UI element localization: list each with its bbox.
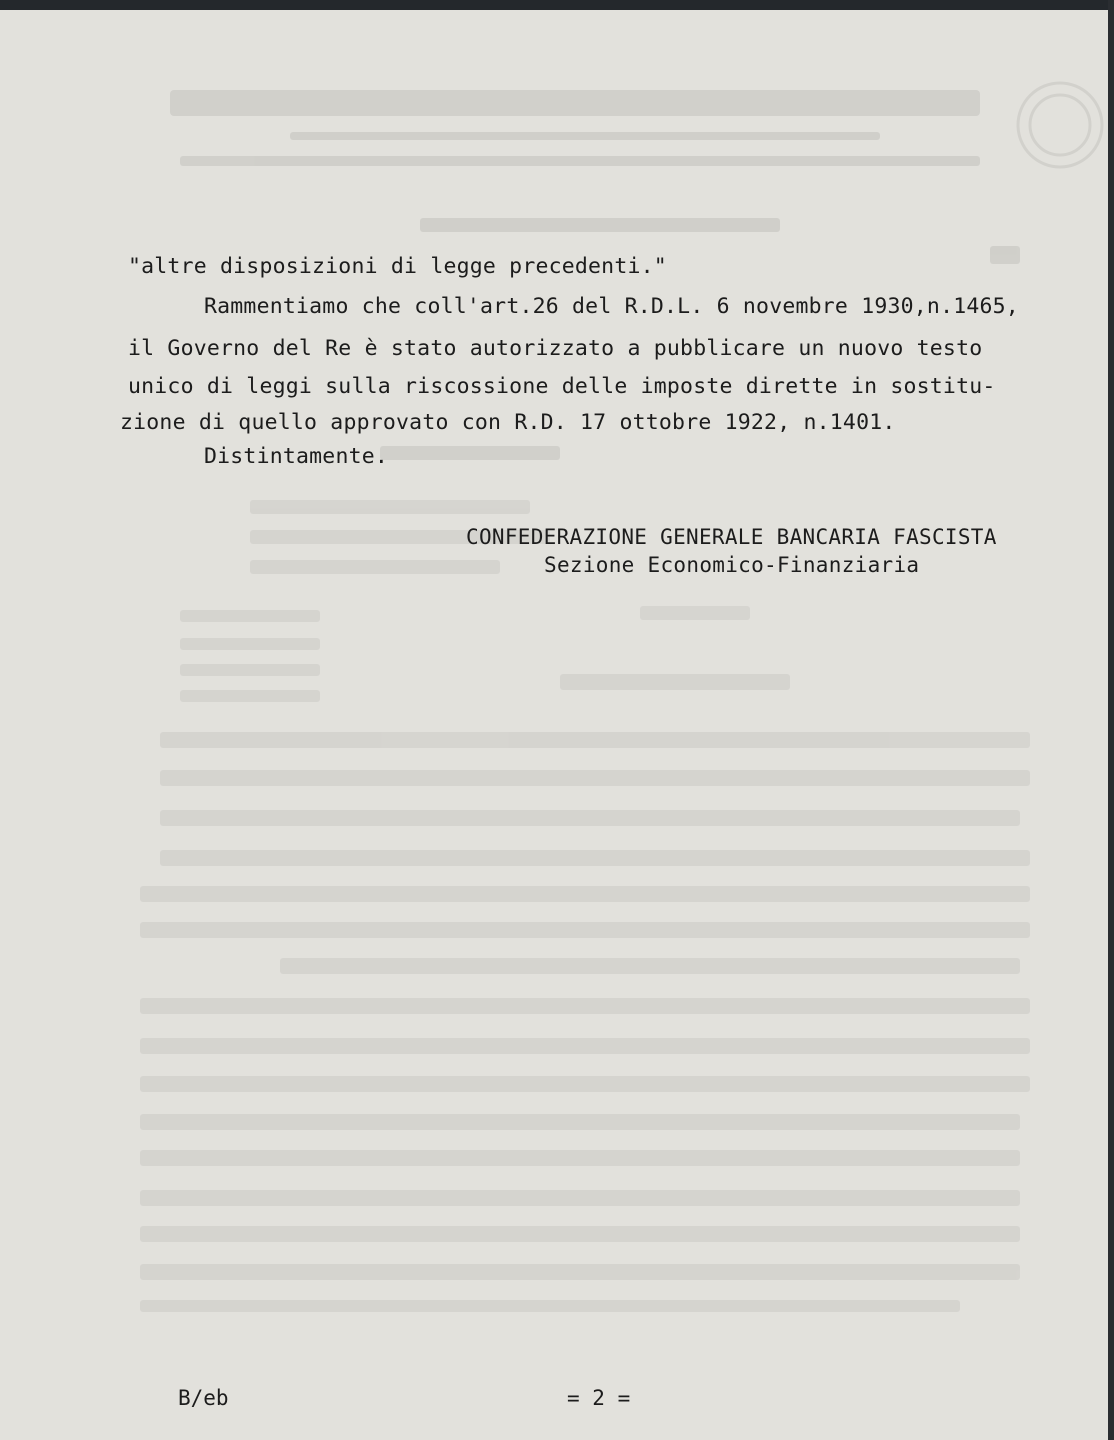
body-line-6: Distintamente. [204, 444, 389, 469]
body-line-5: zione di quello approvato con R.D. 17 ottobre 1922, n.1401. [120, 410, 896, 435]
signature-section: Sezione Economico-Finanziaria [544, 553, 920, 577]
document-page [0, 10, 1108, 1440]
scan-right-edge [1108, 0, 1114, 1440]
signature-organization: CONFEDERAZIONE GENERALE BANCARIA FASCISTA [466, 525, 997, 549]
scan-top-edge [0, 0, 1114, 10]
body-line-2: Rammentiamo che coll'art.26 del R.D.L. 6 novembre 1930,n.1465, [204, 294, 1019, 319]
bleed-through-texture [0, 10, 1108, 1440]
body-line-1: "altre disposizioni di legge precedenti." [128, 254, 667, 279]
page-number: = 2 = [567, 1386, 631, 1410]
body-line-3: il Governo del Re è stato autorizzato a pubblicare un nuovo testo [128, 336, 983, 361]
typist-initials: B/eb [178, 1386, 229, 1410]
body-line-4: unico di leggi sulla riscossione delle imposte dirette in sostitu- [128, 374, 996, 399]
